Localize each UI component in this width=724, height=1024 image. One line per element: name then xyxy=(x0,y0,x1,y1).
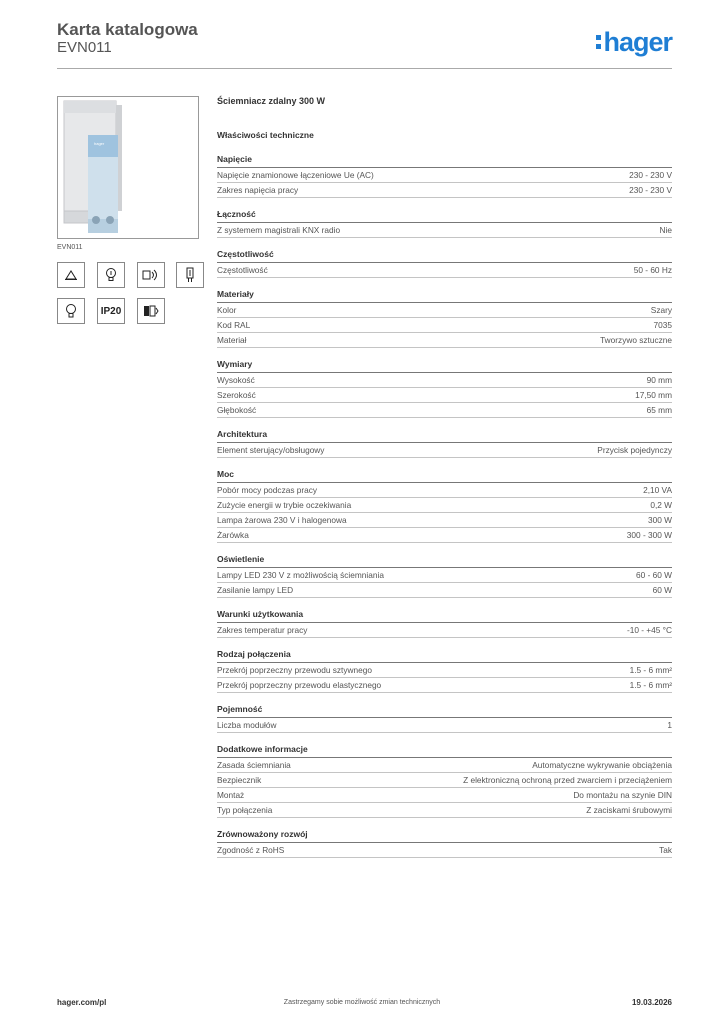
spec-section xyxy=(217,209,672,238)
spec-value: 17,50 mm xyxy=(635,390,672,400)
spec-value: 60 W xyxy=(652,585,672,595)
spec-section-title: Oświetlenie xyxy=(217,554,672,568)
spec-row xyxy=(217,513,672,528)
spec-label: Zasada ściemniania xyxy=(217,760,291,770)
spec-section xyxy=(217,359,672,418)
lightbulb-icon xyxy=(57,298,85,324)
spec-value: 7035 xyxy=(653,320,672,330)
spec-label: Przekrój poprzeczny przewodu sztywnego xyxy=(217,665,372,675)
spec-section-title: Dodatkowe informacje xyxy=(217,744,672,758)
spec-label: Kolor xyxy=(217,305,237,315)
product-image-caption: EVN011 xyxy=(57,244,83,251)
spec-value: 0,2 W xyxy=(650,500,672,510)
remote-control-icon xyxy=(137,262,165,288)
spec-row xyxy=(217,718,672,733)
spec-row xyxy=(217,443,672,458)
spec-label: Zakres temperatur pracy xyxy=(217,625,308,635)
spec-row xyxy=(217,583,672,598)
spec-section xyxy=(217,154,672,198)
spec-label: Zasilanie lampy LED xyxy=(217,585,294,595)
spec-row xyxy=(217,758,672,773)
spec-section xyxy=(217,649,672,693)
spec-row xyxy=(217,303,672,318)
spec-label: Napięcie znamionowe łączeniowe Ue (AC) xyxy=(217,170,374,180)
spec-section-title: Architektura xyxy=(217,429,672,443)
spec-row xyxy=(217,388,672,403)
spec-section xyxy=(217,469,672,543)
spec-row xyxy=(217,678,672,693)
spec-label: Szerokość xyxy=(217,390,256,400)
spec-row xyxy=(217,318,672,333)
spec-section xyxy=(217,704,672,733)
spec-row xyxy=(217,773,672,788)
spec-value: Automatyczne wykrywanie obciążenia xyxy=(532,760,672,770)
din-module-icon xyxy=(176,262,204,288)
spec-value: Tak xyxy=(659,845,672,855)
spec-label: Zgodność z RoHS xyxy=(217,845,285,855)
spec-row xyxy=(217,843,672,858)
spec-row xyxy=(217,483,672,498)
spec-row xyxy=(217,183,672,198)
spec-value: Przycisk pojedynczy xyxy=(597,445,672,455)
spec-row xyxy=(217,223,672,238)
spec-value: 1.5 - 6 mm² xyxy=(629,680,672,690)
spec-label: Częstotliwość xyxy=(217,265,268,275)
spec-value: Szary xyxy=(650,305,672,315)
spec-label: Bezpiecznik xyxy=(217,775,262,785)
spec-row xyxy=(217,528,672,543)
spec-section-title: Napięcie xyxy=(217,154,672,168)
spec-value: 1.5 - 6 mm² xyxy=(629,665,672,675)
logo-text: hager xyxy=(603,26,672,57)
spec-label: Lampa żarowa 230 V i halogenowa xyxy=(217,515,347,525)
spec-label: Głębokość xyxy=(217,405,257,415)
ip20-icon: IP20 xyxy=(97,298,125,324)
spec-label: Pobór mocy podczas pracy xyxy=(217,485,318,495)
spec-section xyxy=(217,829,672,858)
spec-section-title: Częstotliwość xyxy=(217,249,672,263)
spec-section-title: Materiały xyxy=(217,289,672,303)
spec-value: Nie xyxy=(659,225,672,235)
spec-row xyxy=(217,623,672,638)
spec-value: Z elektroniczną ochroną przed zwarciem i przeciążeniem xyxy=(463,775,672,785)
spec-section xyxy=(217,249,672,278)
spec-section-title: Pojemność xyxy=(217,704,672,718)
spec-section-title: Warunki użytkowania xyxy=(217,609,672,623)
spec-value: 65 mm xyxy=(646,405,672,415)
spec-value: 300 - 300 W xyxy=(626,530,672,540)
spec-label: Przekrój poprzeczny przewodu elastycznego xyxy=(217,680,382,690)
spec-label: Żarówka xyxy=(217,530,249,540)
spec-row xyxy=(217,803,672,818)
spec-row xyxy=(217,788,672,803)
spec-value: -10 - +45 °C xyxy=(626,625,672,635)
spec-value: 50 - 60 Hz xyxy=(633,265,672,275)
document-title: Karta katalogowa xyxy=(57,20,198,39)
spec-section-title: Zrównoważony rozwój xyxy=(217,829,672,843)
spec-value: 60 - 60 W xyxy=(636,570,672,580)
dual-module-icon xyxy=(137,298,165,324)
technical-properties-heading: Właściwości techniczne xyxy=(217,130,314,140)
footer-date: 19.03.2026 xyxy=(631,998,672,1007)
bulb-settings-icon xyxy=(97,262,125,288)
spec-row xyxy=(217,403,672,418)
spec-label: Materiał xyxy=(217,335,247,345)
spec-section xyxy=(217,554,672,598)
spec-row xyxy=(217,263,672,278)
specifications-table xyxy=(217,154,672,869)
spec-label: Montaż xyxy=(217,790,245,800)
hager-logo xyxy=(596,28,672,56)
spec-label: Lampy LED 230 V z możliwością ściemniania xyxy=(217,570,384,580)
spec-label: Kod RAL xyxy=(217,320,251,330)
spec-value: 230 - 230 V xyxy=(629,185,672,195)
header-divider xyxy=(57,68,672,69)
spec-row xyxy=(217,168,672,183)
svg-text:hager: hager xyxy=(94,141,105,146)
spec-row xyxy=(217,568,672,583)
spec-value: 1 xyxy=(667,720,672,730)
spec-section xyxy=(217,429,672,458)
spec-value: Tworzywo sztuczne xyxy=(600,335,672,345)
spec-label: Liczba modułów xyxy=(217,720,277,730)
spec-section-title: Rodzaj połączenia xyxy=(217,649,672,663)
spec-label: Element sterujący/obsługowy xyxy=(217,445,325,455)
spec-label: Typ połączenia xyxy=(217,805,273,815)
spec-value: 300 W xyxy=(648,515,672,525)
spec-value: 90 mm xyxy=(646,375,672,385)
spec-value: 2,10 VA xyxy=(643,485,672,495)
spec-value: Do montażu na szynie DIN xyxy=(573,790,672,800)
footer-website: hager.com/pl xyxy=(57,998,107,1007)
dimmer-icon xyxy=(57,262,85,288)
spec-section xyxy=(217,289,672,348)
product-image xyxy=(57,96,199,239)
spec-section xyxy=(217,744,672,818)
footer-note: Zastrzegamy sobie możliwość zmian technicznych xyxy=(283,999,441,1006)
spec-row xyxy=(217,373,672,388)
spec-row xyxy=(217,333,672,348)
spec-value: Z zaciskami śrubowymi xyxy=(586,805,672,815)
spec-section-title: Łączność xyxy=(217,209,672,223)
spec-value: 230 - 230 V xyxy=(629,170,672,180)
spec-row xyxy=(217,663,672,678)
spec-label: Wysokość xyxy=(217,375,255,385)
spec-section xyxy=(217,609,672,638)
spec-label: Z systemem magistrali KNX radio xyxy=(217,225,341,235)
spec-section-title: Moc xyxy=(217,469,672,483)
spec-label: Zakres napięcia pracy xyxy=(217,185,299,195)
product-code: EVN011 xyxy=(57,39,112,56)
product-name: Ściemniacz zdalny 300 W xyxy=(217,96,326,106)
spec-section-title: Wymiary xyxy=(217,359,672,373)
logo-dots xyxy=(596,35,601,49)
spec-row xyxy=(217,498,672,513)
spec-label: Zużycie energii w trybie oczekiwania xyxy=(217,500,352,510)
